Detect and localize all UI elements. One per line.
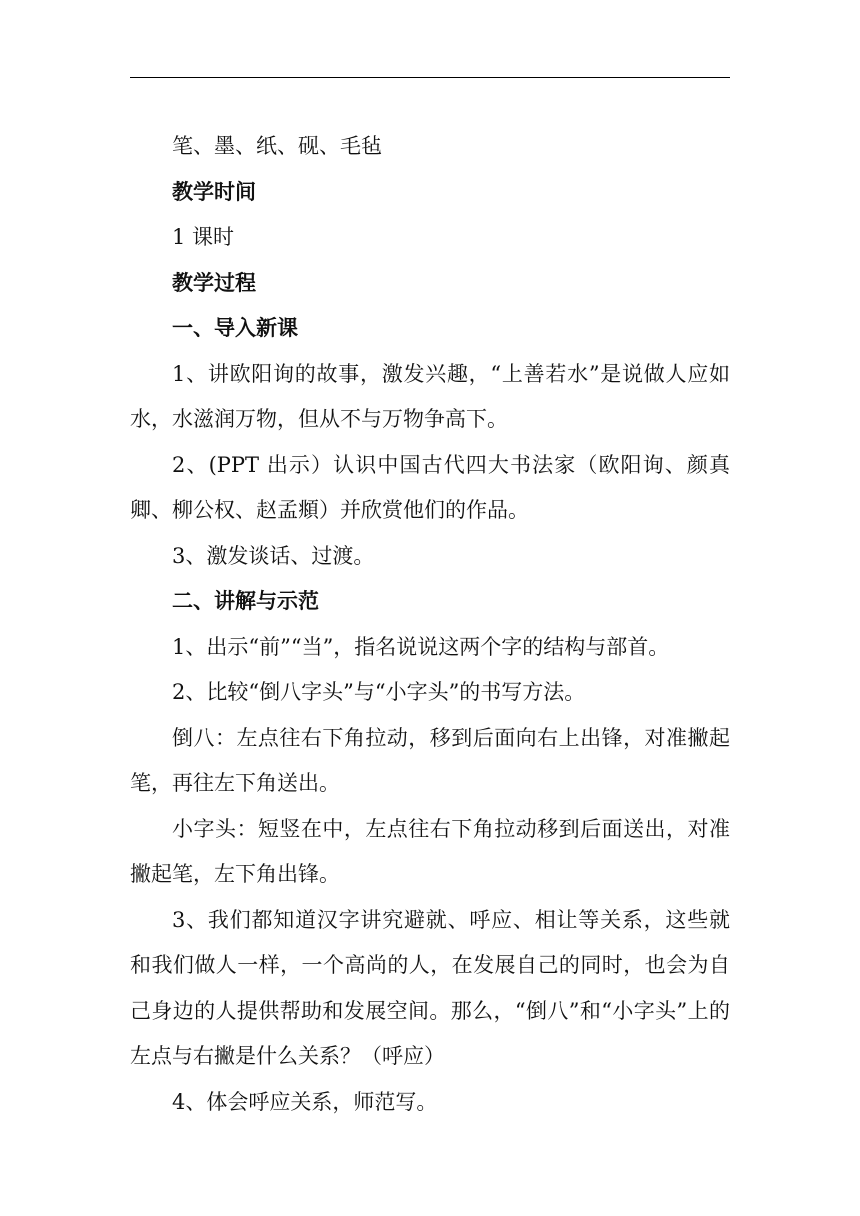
paragraph: 倒八：左点往右下角拉动，移到后面向右上出锋，对准撇起笔，再往左下角送出。 <box>130 725 730 795</box>
paragraph: 3、激发谈话、过渡。 <box>172 543 375 568</box>
header-rule <box>130 77 730 78</box>
section-heading-intro: 一、导入新课 <box>172 316 298 340</box>
duration-text: 1 课时 <box>172 225 235 249</box>
paragraph: 2、(PPT 出示）认识中国古代四大书法家（欧阳询、颜真卿、柳公权、赵孟頫）并欣赏他们的作品。 <box>130 452 730 522</box>
paragraph: 1、讲欧阳询的故事，激发兴趣，“上善若水”是说做人应如水，水滋润万物，但从不与万物争高下。 <box>130 361 730 431</box>
heading-teaching-process: 教学过程 <box>172 270 256 295</box>
section-heading-demo: 二、讲解与示范 <box>172 589 319 613</box>
paragraph: 1、出示“前”“当”，指名说说这两个字的结构与部首。 <box>172 634 670 659</box>
materials-text: 笔、墨、纸、砚、毛毡 <box>172 134 382 158</box>
paragraph: 小字头：短竖在中，左点往右下角拉动移到后面送出，对准撇起笔，左下角出锋。 <box>130 816 730 886</box>
heading-teaching-time: 教学时间 <box>172 179 256 204</box>
paragraph: 4、体会呼应关系，师范写。 <box>172 1089 438 1114</box>
paragraph: 3、我们都知道汉字讲究避就、呼应、相让等关系，这些就和我们做人一样，一个高尚的人，在发展自己的同时，也会为自己身边的人提供帮助和发展空间。那么，“倒八”和“小字头”上的左点与右撇是什么关系？（呼应） <box>130 907 730 1068</box>
document-body <box>130 124 730 1125</box>
paragraph: 2、比较“倒八字头”与“小字头”的书写方法。 <box>172 680 586 704</box>
